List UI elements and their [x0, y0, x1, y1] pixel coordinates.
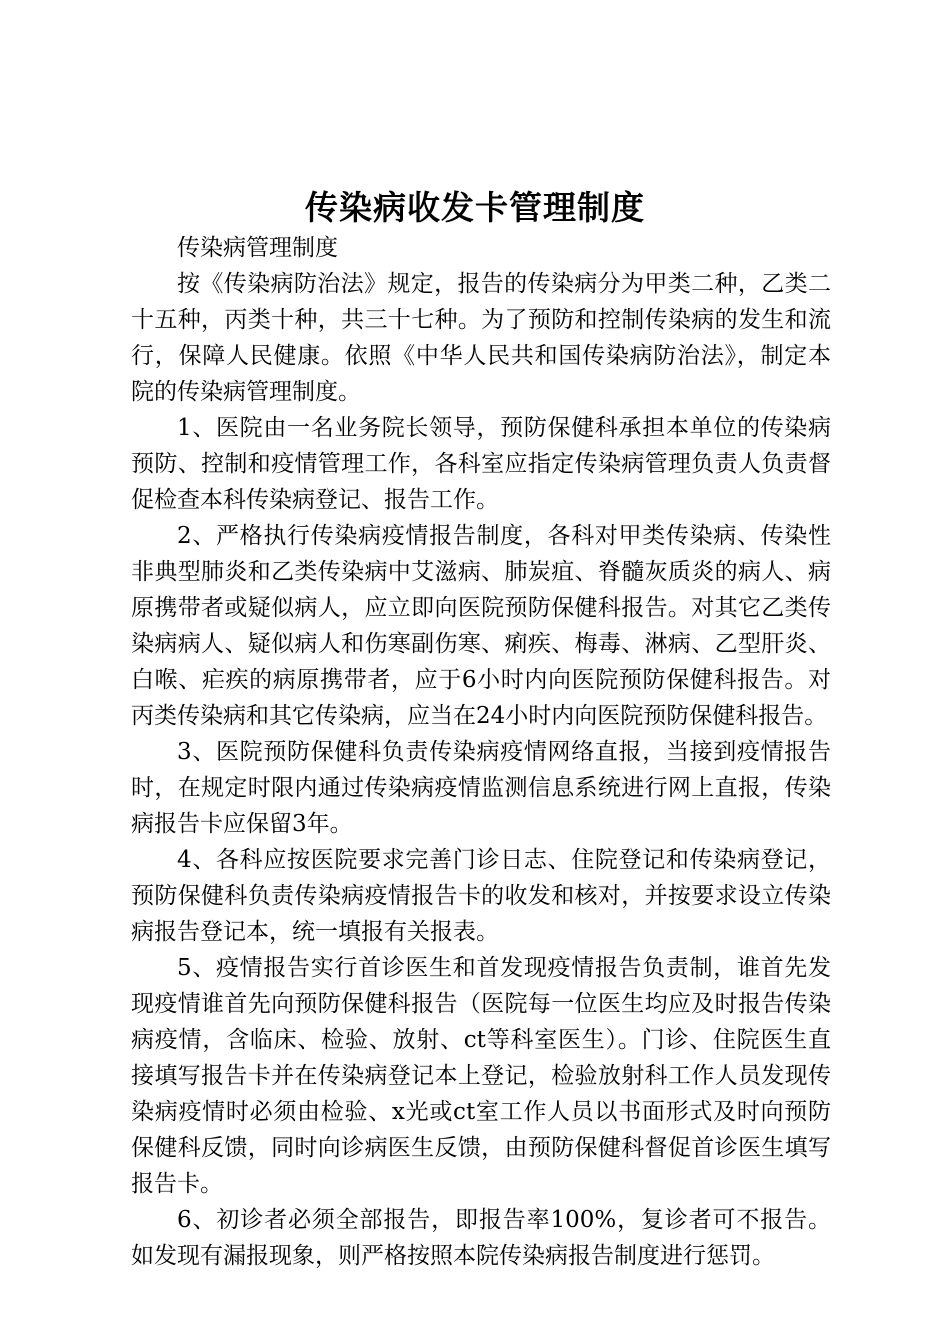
paragraph-rule-5: 5、疫情报告实行首诊医生和首发现疫情报告负责制，谁首先发现疫情谁首先向预防保健科报告（医院每一位医生均应及时报告传染病疫情，含临床、检验、放射、ct等科室医生）。门诊、住院医生直接填写报告卡并在传染病登记本上登记，检验放射科工作人员发现传染病疫情时必须由检验、x光或ct室工作人员以书面形式及时向预防保健科反馈，同时向诊病医生反馈，由预防保健科督促首诊医生填写报告卡。: [131, 955, 831, 1197]
paragraph-rule-2: 2、严格执行传染病疫情报告制度，各科对甲类传染病、传染性非典型肺炎和乙类传染病中艾滋病、肺炭疽、脊髓灰质炎的病人、病原携带者或疑似病人，应立即向医院预防保健科报告。对其它乙类传染病病人、疑似病人和伤寒副伤寒、痢疾、梅毒、淋病、乙型肝炎、白喉、疟疾的病原携带者，应于6小时内向医院预防保健科报告。对丙类传染病和其它传染病，应当在24小时内向医院预防保健科报告。: [131, 523, 831, 729]
document-title: 传染病收发卡管理制度: [305, 188, 645, 227]
document-subtitle: 传染病管理制度: [177, 235, 338, 261]
document-body: [131, 230, 831, 1274]
paragraph-intro: 按《传染病防治法》规定，报告的传染病分为甲类二种，乙类二十五种，丙类十种，共三十七种。为了预防和控制传染病的发生和流行，保障人民健康。依照《中华人民共和国传染病防治法》，制定本院的传染病管理制度。: [131, 271, 831, 405]
paragraph-rule-4: 4、各科应按医院要求完善门诊日志、住院登记和传染病登记，预防保健科负责传染病疫情报告卡的收发和核对，并按要求设立传染病报告登记本，统一填报有关报表。: [131, 847, 831, 945]
paragraph-rule-3: 3、医院预防保健科负责传染病疫情网络直报，当接到疫情报告时，在规定时限内通过传染病疫情监测信息系统进行网上直报，传染病报告卡应保留3年。: [131, 739, 831, 837]
paragraph-rule-1: 1、医院由一名业务院长领导，预防保健科承担本单位的传染病预防、控制和疫情管理工作，各科室应指定传染病管理负责人负责督促检查本科传染病登记、报告工作。: [131, 415, 831, 513]
paragraph-rule-6: 6、初诊者必须全部报告，即报告率100%，复诊者可不报告。如发现有漏报现象，则严格按照本院传染病报告制度进行惩罚。: [131, 1207, 831, 1269]
